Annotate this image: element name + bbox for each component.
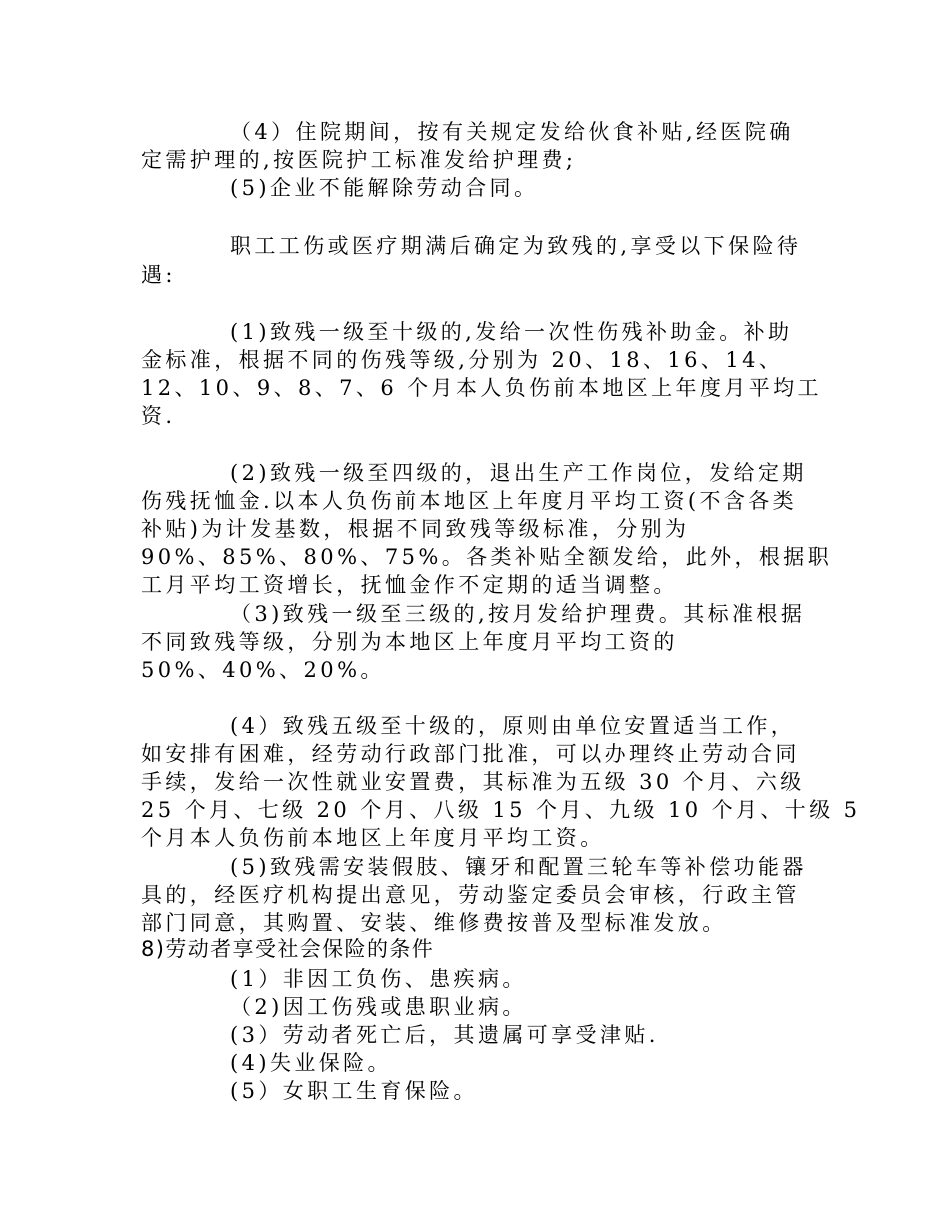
text-line: 50%、40%、20%。 [141, 658, 385, 682]
text-line: 25 个月、七级 20 个月、八级 15 个月、九级 10 个月、十级 5 [141, 798, 861, 822]
text-line: (5）女职工生育保险。 [230, 1079, 478, 1103]
text-line: (1)致残一级至十级的,发给一次性伤残补助金。补助 [230, 320, 793, 344]
text-line: 补贴)为计发基数，根据不同致残等级标准，分别为 [141, 517, 690, 541]
text-line: (4）致残五级至十级的，原则由单位安置适当工作， [230, 714, 796, 738]
text-line: 金标准，根据不同的伤残等级,分别为 20、18、16、14、 [141, 348, 784, 372]
text-line: (3）劳动者死亡后，其遗属可享受津贴. [230, 1023, 659, 1047]
text-line: 手续，发给一次性就业安置费，其标准为五级 30 个月、六级 [141, 770, 805, 794]
text-line: 12、10、9、8、7、6 个月本人负伤前本地区上年度月平均工 [141, 376, 822, 400]
text-line: 90%、85%、80%、75%。各类补贴全额发给，此外，根据职 [141, 545, 833, 569]
text-line: 伤残抚恤金.以本人负伤前本地区上年度月平均工资(不含各类 [141, 489, 798, 513]
text-line: 如安排有困难，经劳动行政部门批准，可以办理终止劳动合同 [141, 742, 800, 766]
text-line: 定需护理的,按医院护工标准发给护理费; [141, 148, 577, 172]
text-line: (1）非因工负伤、患疾病。 [230, 967, 527, 991]
text-line: 遇: [141, 263, 176, 287]
text-line: (5)致残需安装假肢、镶牙和配置三轮车等补偿功能器 [230, 855, 807, 879]
text-line: 不同致残等级，分别为本地区上年度月平均工资的 [141, 630, 678, 654]
text-line: (4)失业保险。 [230, 1051, 392, 1075]
text-line: （3)致残一级至三级的,按月发给护理费。其标准根据 [230, 602, 806, 626]
text-line: 工月平均工资增长，抚恤金作不定期的适当调整。 [141, 573, 678, 597]
text-line: (5)企业不能解除劳动合同。 [230, 176, 539, 200]
text-line: 个月本人负伤前本地区上年度月平均工资。 [141, 826, 605, 850]
text-line: (2)致残一级至四级的，退出生产工作岗位，发给定期 [230, 461, 807, 485]
text-line: （2)因工伤残或患职业病。 [230, 995, 527, 1019]
text-line: 部门同意，其购置、安装、维修费按普及型标准发放。 [141, 911, 727, 935]
section-heading: 8)劳动者享受社会保险的条件 [141, 937, 435, 961]
text-line: 具的，经医疗机构提出意见，劳动鉴定委员会审核，行政主管 [141, 883, 800, 907]
text-line: 职工工伤或医疗期满后确定为致残的,享受以下保险待 [230, 234, 802, 258]
text-line: 资. [141, 404, 176, 428]
text-line: （4）住院期间，按有关规定发给伙食补贴,经医院确 [230, 120, 794, 144]
